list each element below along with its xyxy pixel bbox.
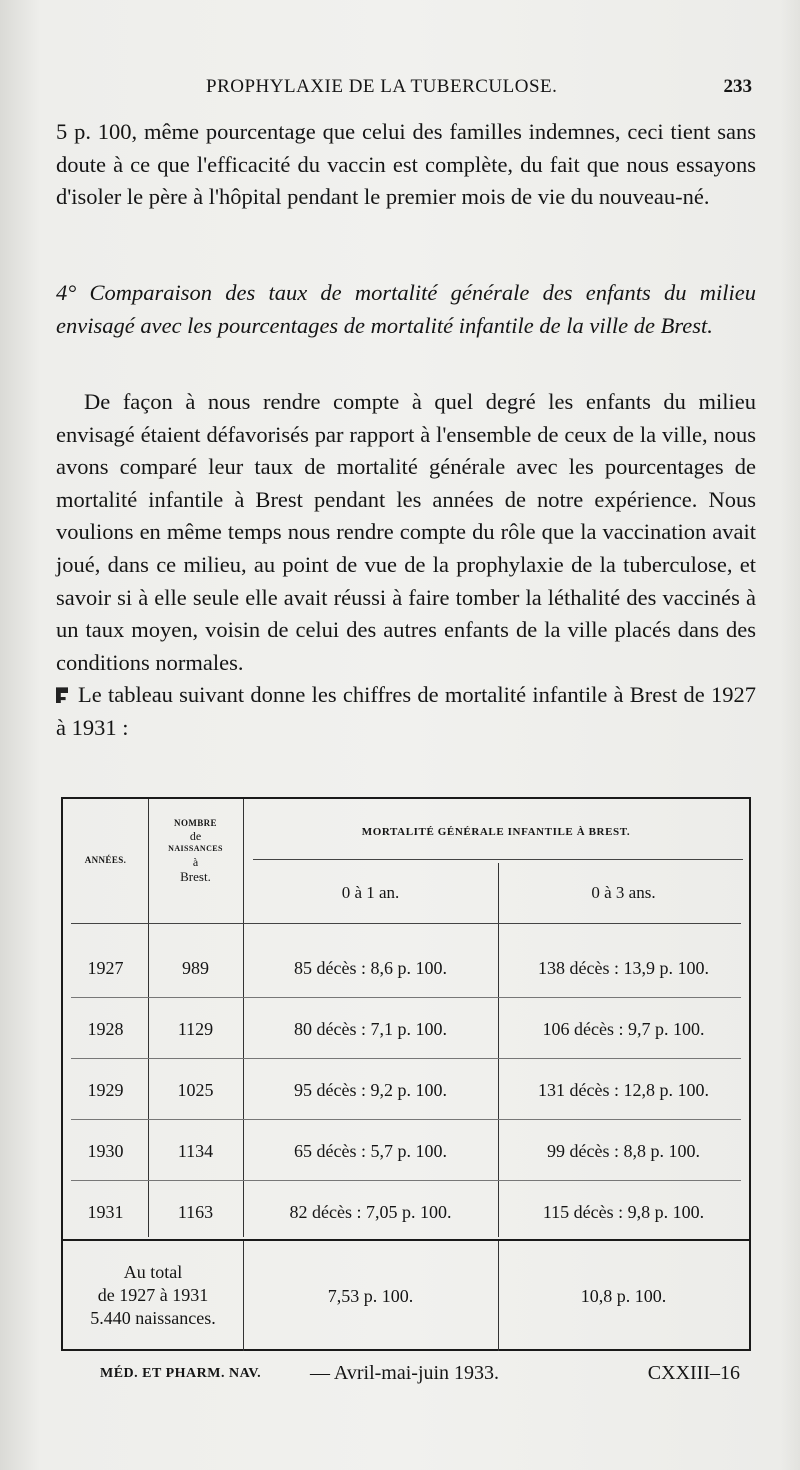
row-rule <box>71 1058 741 1059</box>
cell-one-year: 82 décès : 7,05 p. 100. <box>289 1202 452 1222</box>
cell-year: 1930 <box>87 1141 124 1161</box>
footer-journal: MÉD. ET PHARM. NAV. <box>100 1366 262 1381</box>
mortality-table <box>61 797 751 1351</box>
row-rule <box>71 1180 741 1181</box>
cell-one-year: 65 décès : 5,7 p. 100. <box>294 1141 447 1161</box>
cell-three-years: 106 décès : 9,7 p. 100. <box>542 1019 705 1039</box>
printer-mark-icon <box>56 687 68 703</box>
header-years: ANNÉES. <box>84 855 127 865</box>
cell-year: 1931 <box>87 1202 124 1222</box>
row-rule <box>71 1119 741 1120</box>
cell-births: 989 <box>182 958 209 978</box>
cell-one-year: 80 décès : 7,1 p. 100. <box>294 1019 447 1039</box>
header-births-line: NAISSANCES <box>168 844 223 853</box>
header-age-3: 0 à 3 ans. <box>591 883 656 902</box>
total-three-years: 10,8 p. 100. <box>580 1286 667 1306</box>
total-label-line: de 1927 à 1931 <box>97 1285 209 1305</box>
body-paragraph <box>56 386 756 745</box>
footer-signature: CXXIII–16 <box>647 1362 740 1384</box>
header-births-line: NOMBRE <box>174 818 217 828</box>
header-rule <box>71 923 741 924</box>
header-births-line: Brest. <box>180 869 211 884</box>
running-head <box>56 74 756 104</box>
cell-births: 1134 <box>177 1141 214 1161</box>
page-footer <box>100 1362 740 1390</box>
table-intro-text: Le tableau suivant donne les chiffres de mortalité infantile à Brest de 1927 à 1931 : <box>56 682 756 740</box>
cell-year: 1928 <box>87 1019 124 1039</box>
cell-three-years: 138 décès : 13,9 p. 100. <box>538 958 709 978</box>
cell-births: 1163 <box>177 1202 214 1222</box>
total-label-line: 5.440 naissances. <box>90 1308 216 1328</box>
cell-three-years: 115 décès : 9,8 p. 100. <box>542 1202 705 1222</box>
cell-births: 1129 <box>177 1019 214 1039</box>
cell-three-years: 99 décès : 8,8 p. 100. <box>547 1141 700 1161</box>
total-label-line: Au total <box>123 1262 183 1282</box>
cell-one-year: 85 décès : 8,6 p. 100. <box>294 958 447 978</box>
paragraph-continuation: 5 p. 100, même pourcentage que celui des familles indemnes, ceci tient sans doute à ce que l'efficacité du vaccin est complète, du fait que nous essayons d'isoler le père à l'hôpital pendant le premier mois de vie du nouveau-né. <box>56 119 756 210</box>
body-paragraph-text: De façon à nous rendre compte à quel degré les enfants du milieu envisagé étaient défavorisés par rapport à l'ensemble de ceux de la ville, nous avons comparé leur taux de mortalité générale avec les pourcentages de mortalité infantile à Brest pendant les années de notre expérience. Nous voulions en même temps nous rendre compte du rôle que la vaccination avait joué, dans ce milieu, au point de vue de la prophylaxie de la tuberculose, et savoir si à elle seule elle avait réussi à faire tomber la léthalité des vaccinés à un taux moyen, voisin de celui des autres enfants de la ville placés dans des conditions normales. <box>56 389 756 675</box>
header-births <box>148 817 243 885</box>
header-mortality: MORTALITÉ GÉNÉRALE INFANTILE À BREST. <box>361 826 631 838</box>
section-heading: 4° Comparaison des taux de mortalité générale des enfants du milieu envisagé avec les pourcentages de mortalité infantile de la ville de Brest. <box>56 280 756 338</box>
page-number: 233 <box>723 76 752 97</box>
total-rule <box>63 1239 749 1241</box>
cell-year: 1929 <box>87 1080 124 1100</box>
header-births-line: de <box>189 829 202 843</box>
footer-issue: — Avril-mai-juin 1933. <box>310 1362 500 1384</box>
header-age-1: 0 à 1 an. <box>341 883 400 902</box>
cell-three-years: 131 décès : 12,8 p. 100. <box>538 1080 709 1100</box>
cell-year: 1927 <box>87 958 124 978</box>
row-rule <box>71 997 741 998</box>
cell-births: 1025 <box>177 1080 214 1100</box>
total-one-year: 7,53 p. 100. <box>327 1286 414 1306</box>
header-births-line: à <box>192 855 199 869</box>
header-rule <box>253 859 743 860</box>
cell-one-year: 95 décès : 9,2 p. 100. <box>294 1080 447 1100</box>
total-label <box>63 1261 243 1330</box>
running-title: PROPHYLAXIE DE LA TUBERCULOSE. <box>206 76 558 97</box>
